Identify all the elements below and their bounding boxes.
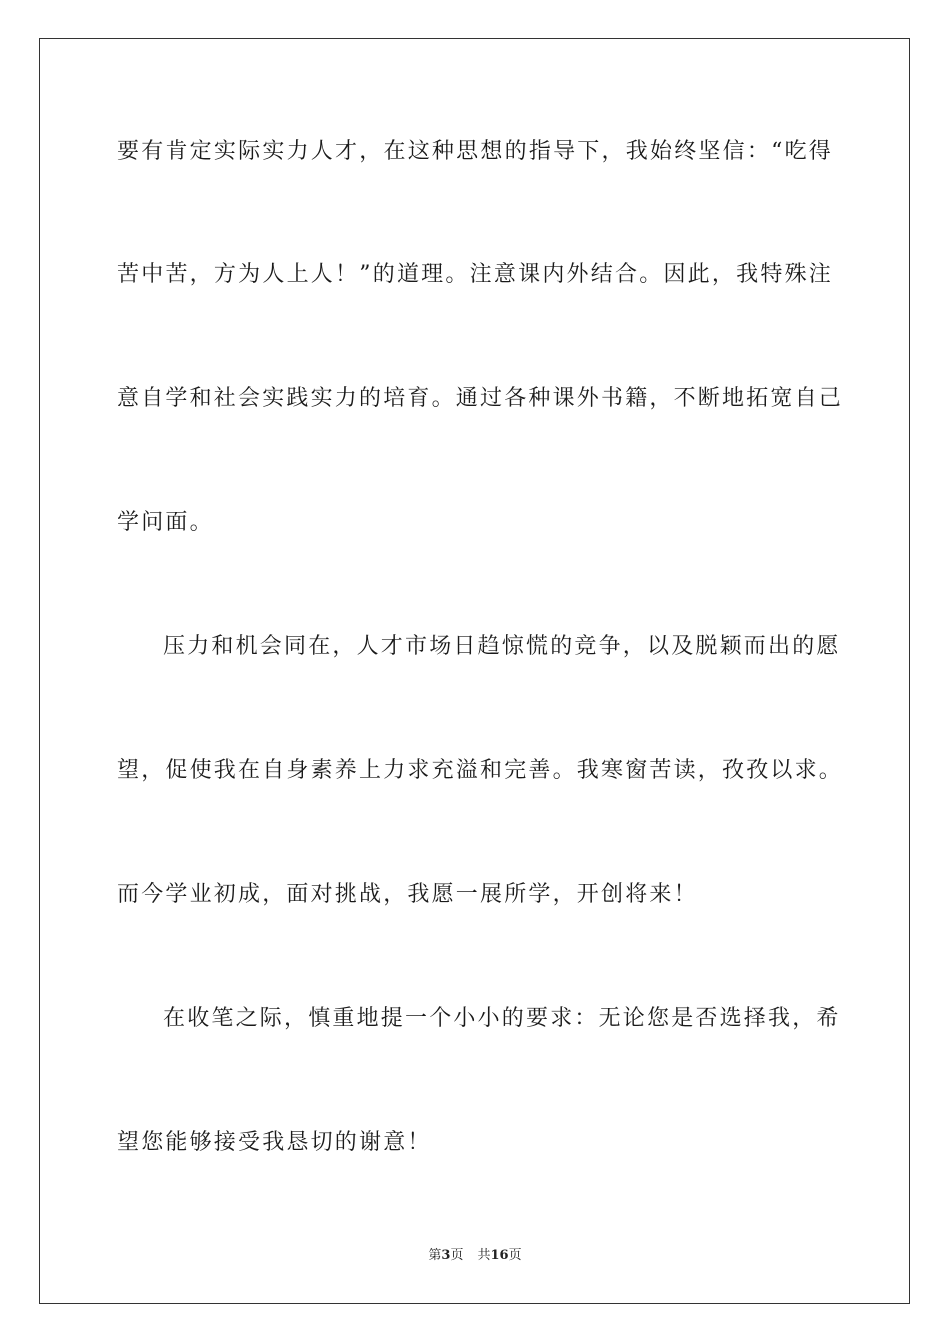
text-line-4: 学问面。 — [117, 510, 214, 535]
footer-total-pages: 16 — [490, 1248, 509, 1263]
page-footer — [0, 1246, 950, 1266]
text-line-2: 苦中苦，方为人上人！”的道理。注意课内外结合。因此，我特殊注 — [117, 262, 833, 287]
text-line-1: 要有肯定实际实力人才，在这种思想的指导下，我始终坚信：“吃得 — [117, 139, 833, 164]
text-line-7: 而今学业初成，面对挑战，我愿一展所学，开创将来！ — [117, 882, 698, 907]
footer-current-page: 3 — [441, 1248, 451, 1263]
footer-total-prefix: 共 — [477, 1248, 491, 1263]
footer-page-suffix: 页 — [450, 1248, 464, 1263]
text-line-8: 在收笔之际，慎重地提一个小小的要求：无论您是否选择我，希 — [163, 1006, 841, 1031]
footer-page-prefix: 第 — [428, 1248, 442, 1263]
page-border — [39, 38, 910, 1304]
text-line-6: 望，促使我在自身素养上力求充溢和完善。我寒窗苦读，孜孜以求。 — [117, 758, 844, 783]
footer-total-suffix: 页 — [508, 1248, 522, 1263]
text-line-5: 压力和机会同在，人才市场日趋惊慌的竞争，以及脱颖而出的愿 — [163, 634, 841, 659]
text-line-9: 望您能够接受我恳切的谢意！ — [117, 1130, 432, 1155]
text-line-3: 意自学和社会实践实力的培育。通过各种课外书籍，不断地拓宽自己 — [117, 386, 844, 411]
